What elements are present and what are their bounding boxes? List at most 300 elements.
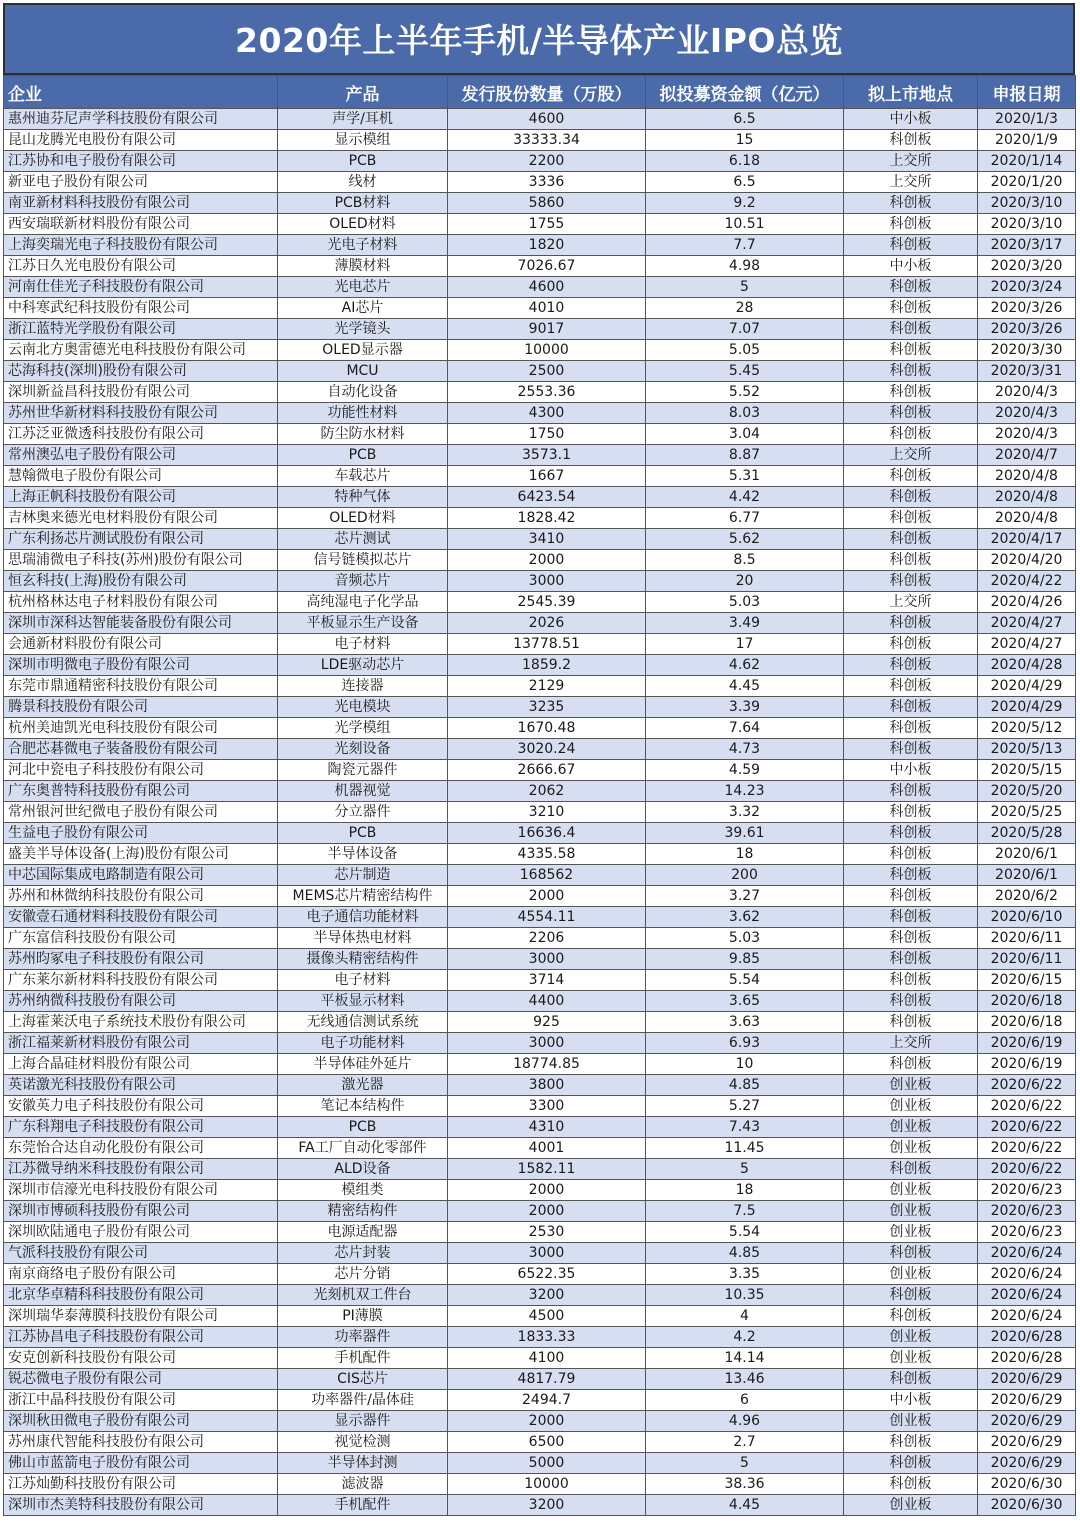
- funds-cell: 8.87: [646, 445, 844, 466]
- table-row: [4, 655, 1076, 676]
- shares-cell: 2000: [448, 550, 646, 571]
- product-cell: LDE驱动芯片: [278, 655, 448, 676]
- shares-cell: 3573.1: [448, 445, 646, 466]
- product-cell: 电子材料: [278, 970, 448, 991]
- board-cell: 创业板: [844, 1495, 978, 1516]
- table-row: [4, 550, 1076, 571]
- table-row: [4, 235, 1076, 256]
- date-cell: 2020/5/15: [978, 760, 1076, 781]
- product-cell: 摄像头精密结构件: [278, 949, 448, 970]
- funds-cell: 15: [646, 130, 844, 151]
- company-cell: 常州澳弘电子股份有限公司: [4, 445, 278, 466]
- product-cell: 半导体热电材料: [278, 928, 448, 949]
- table-row: [4, 760, 1076, 781]
- date-cell: 2020/4/28: [978, 655, 1076, 676]
- table-row: [4, 172, 1076, 193]
- table-row: [4, 319, 1076, 340]
- shares-cell: 6500: [448, 1432, 646, 1453]
- table-row: [4, 277, 1076, 298]
- board-cell: 科创板: [844, 1474, 978, 1495]
- shares-cell: 2494.7: [448, 1390, 646, 1411]
- table-row: [4, 424, 1076, 445]
- shares-cell: 2000: [448, 1180, 646, 1201]
- board-cell: 科创板: [844, 991, 978, 1012]
- company-cell: 深圳新益昌科技股份有限公司: [4, 382, 278, 403]
- funds-cell: 17: [646, 634, 844, 655]
- shares-cell: 3000: [448, 571, 646, 592]
- shares-cell: 6423.54: [448, 487, 646, 508]
- table-row: [4, 907, 1076, 928]
- board-cell: 科创板: [844, 739, 978, 760]
- date-cell: 2020/6/2: [978, 886, 1076, 907]
- table-row: [4, 1054, 1076, 1075]
- table-row: [4, 571, 1076, 592]
- board-cell: 科创板: [844, 970, 978, 991]
- company-cell: 恒玄科技(上海)股份有限公司: [4, 571, 278, 592]
- company-cell: 广东奥普特科技股份有限公司: [4, 781, 278, 802]
- funds-cell: 6.5: [646, 109, 844, 130]
- product-cell: 芯片制造: [278, 865, 448, 886]
- company-cell: 河南仕佳光子科技股份有限公司: [4, 277, 278, 298]
- funds-cell: 5: [646, 1453, 844, 1474]
- shares-cell: 2026: [448, 613, 646, 634]
- table-row: [4, 949, 1076, 970]
- table-row: [4, 466, 1076, 487]
- shares-cell: 3210: [448, 802, 646, 823]
- company-cell: 佛山市蓝箭电子股份有限公司: [4, 1453, 278, 1474]
- page-title: 2020年上半年手机/半导体产业IPO总览: [3, 3, 1075, 75]
- funds-cell: 5.62: [646, 529, 844, 550]
- shares-cell: 10000: [448, 340, 646, 361]
- company-cell: 新亚电子股份有限公司: [4, 172, 278, 193]
- product-cell: PCB材料: [278, 193, 448, 214]
- shares-cell: 1670.48: [448, 718, 646, 739]
- table-row: [4, 613, 1076, 634]
- funds-cell: 2.7: [646, 1432, 844, 1453]
- table-row: [4, 1474, 1076, 1495]
- board-cell: 上交所: [844, 172, 978, 193]
- shares-cell: 4600: [448, 109, 646, 130]
- table-row: [4, 1495, 1076, 1516]
- funds-cell: 8.5: [646, 550, 844, 571]
- funds-cell: 3.27: [646, 886, 844, 907]
- company-cell: 广东利扬芯片测试股份有限公司: [4, 529, 278, 550]
- product-cell: PCB: [278, 151, 448, 172]
- funds-cell: 28: [646, 298, 844, 319]
- date-cell: 2020/5/25: [978, 802, 1076, 823]
- board-cell: 上交所: [844, 151, 978, 172]
- shares-cell: 4335.58: [448, 844, 646, 865]
- shares-cell: 4310: [448, 1117, 646, 1138]
- date-cell: 2020/5/12: [978, 718, 1076, 739]
- product-cell: 模组类: [278, 1180, 448, 1201]
- table-row: [4, 1117, 1076, 1138]
- date-cell: 2020/6/24: [978, 1264, 1076, 1285]
- board-cell: 上交所: [844, 1033, 978, 1054]
- company-cell: 浙江蓝特光学股份有限公司: [4, 319, 278, 340]
- board-cell: 创业板: [844, 1138, 978, 1159]
- date-cell: 2020/6/1: [978, 865, 1076, 886]
- product-cell: MEMS芯片精密结构件: [278, 886, 448, 907]
- shares-cell: 5000: [448, 1453, 646, 1474]
- product-cell: 特种气体: [278, 487, 448, 508]
- company-cell: 广东莱尔新材料科技股份有限公司: [4, 970, 278, 991]
- funds-cell: 4.96: [646, 1411, 844, 1432]
- board-cell: 上交所: [844, 445, 978, 466]
- funds-cell: 7.43: [646, 1117, 844, 1138]
- funds-cell: 38.36: [646, 1474, 844, 1495]
- product-cell: MCU: [278, 361, 448, 382]
- shares-cell: 7026.67: [448, 256, 646, 277]
- board-cell: 科创板: [844, 1432, 978, 1453]
- company-cell: 常州银河世纪微电子股份有限公司: [4, 802, 278, 823]
- table-row: [4, 487, 1076, 508]
- product-cell: 光电模块: [278, 697, 448, 718]
- product-cell: 半导体设备: [278, 844, 448, 865]
- board-cell: 科创板: [844, 823, 978, 844]
- company-cell: 上海正帆科技股份有限公司: [4, 487, 278, 508]
- shares-cell: 4400: [448, 991, 646, 1012]
- funds-cell: 18: [646, 1180, 844, 1201]
- company-cell: 西安瑞联新材料股份有限公司: [4, 214, 278, 235]
- shares-cell: 2530: [448, 1222, 646, 1243]
- product-cell: 精密结构件: [278, 1201, 448, 1222]
- product-cell: 光学镜头: [278, 319, 448, 340]
- funds-cell: 6.18: [646, 151, 844, 172]
- shares-cell: 9017: [448, 319, 646, 340]
- product-cell: 芯片分销: [278, 1264, 448, 1285]
- table-row: [4, 214, 1076, 235]
- shares-cell: 3235: [448, 697, 646, 718]
- board-cell: 科创板: [844, 193, 978, 214]
- company-cell: 深圳市杰美特科技股份有限公司: [4, 1495, 278, 1516]
- product-cell: 薄膜材料: [278, 256, 448, 277]
- table-row: [4, 1075, 1076, 1096]
- product-cell: CIS芯片: [278, 1369, 448, 1390]
- product-cell: ALD设备: [278, 1159, 448, 1180]
- board-cell: 科创板: [844, 781, 978, 802]
- product-cell: 笔记本结构件: [278, 1096, 448, 1117]
- table-row: [4, 1222, 1076, 1243]
- table-row: [4, 1390, 1076, 1411]
- date-cell: 2020/5/28: [978, 823, 1076, 844]
- company-cell: 慧翰微电子股份有限公司: [4, 466, 278, 487]
- shares-cell: 4010: [448, 298, 646, 319]
- funds-cell: 10.51: [646, 214, 844, 235]
- table-row: [4, 1306, 1076, 1327]
- funds-cell: 3.32: [646, 802, 844, 823]
- date-cell: 2020/1/9: [978, 130, 1076, 151]
- table-row: [4, 382, 1076, 403]
- board-cell: 科创板: [844, 508, 978, 529]
- board-cell: 科创板: [844, 277, 978, 298]
- shares-cell: 2000: [448, 886, 646, 907]
- company-cell: 气派科技股份有限公司: [4, 1243, 278, 1264]
- company-cell: 广东科翔电子科技股份有限公司: [4, 1117, 278, 1138]
- table-row: [4, 865, 1076, 886]
- product-cell: 防尘防水材料: [278, 424, 448, 445]
- product-cell: 手机配件: [278, 1495, 448, 1516]
- shares-cell: 2553.36: [448, 382, 646, 403]
- table-row: [4, 1159, 1076, 1180]
- shares-cell: 4554.11: [448, 907, 646, 928]
- funds-cell: 3.39: [646, 697, 844, 718]
- funds-cell: 4.85: [646, 1075, 844, 1096]
- date-cell: 2020/6/19: [978, 1033, 1076, 1054]
- table-row: [4, 1285, 1076, 1306]
- shares-cell: 3200: [448, 1495, 646, 1516]
- funds-cell: 7.64: [646, 718, 844, 739]
- date-cell: 2020/6/30: [978, 1474, 1076, 1495]
- company-cell: 上海合晶硅材料股份有限公司: [4, 1054, 278, 1075]
- table-row: [4, 1243, 1076, 1264]
- date-cell: 2020/4/3: [978, 403, 1076, 424]
- date-cell: 2020/4/8: [978, 487, 1076, 508]
- product-cell: 机器视觉: [278, 781, 448, 802]
- company-cell: 苏州昀冢电子科技股份有限公司: [4, 949, 278, 970]
- table-row: [4, 739, 1076, 760]
- board-cell: 科创板: [844, 886, 978, 907]
- company-cell: 深圳市深科达智能装备股份有限公司: [4, 613, 278, 634]
- funds-cell: 4.98: [646, 256, 844, 277]
- company-cell: 浙江中晶科技股份有限公司: [4, 1390, 278, 1411]
- product-cell: 光电芯片: [278, 277, 448, 298]
- header-board: 拟上市地点: [844, 76, 978, 109]
- date-cell: 2020/6/23: [978, 1201, 1076, 1222]
- board-cell: 科创板: [844, 928, 978, 949]
- table-row: [4, 1012, 1076, 1033]
- board-cell: 科创板: [844, 844, 978, 865]
- shares-cell: 3200: [448, 1285, 646, 1306]
- company-cell: 思瑞浦微电子科技(苏州)股份有限公司: [4, 550, 278, 571]
- company-cell: 深圳市信濠光电科技股份有限公司: [4, 1180, 278, 1201]
- table-row: [4, 1033, 1076, 1054]
- product-cell: PCB: [278, 823, 448, 844]
- board-cell: 科创板: [844, 1306, 978, 1327]
- table-row: [4, 193, 1076, 214]
- header-company: 企业: [4, 76, 278, 109]
- date-cell: 2020/3/31: [978, 361, 1076, 382]
- funds-cell: 13.46: [646, 1369, 844, 1390]
- company-cell: 苏州世华新材料科技股份有限公司: [4, 403, 278, 424]
- shares-cell: 2500: [448, 361, 646, 382]
- date-cell: 2020/3/10: [978, 193, 1076, 214]
- shares-cell: 2545.39: [448, 592, 646, 613]
- funds-cell: 39.61: [646, 823, 844, 844]
- ipo-sheet: [3, 3, 1075, 1523]
- funds-cell: 4.2: [646, 1327, 844, 1348]
- table-row: [4, 718, 1076, 739]
- date-cell: 2020/6/22: [978, 1138, 1076, 1159]
- board-cell: 科创板: [844, 382, 978, 403]
- product-cell: 信号链模拟芯片: [278, 550, 448, 571]
- table-row: [4, 928, 1076, 949]
- table-row: [4, 361, 1076, 382]
- funds-cell: 9.85: [646, 949, 844, 970]
- company-cell: 北京华卓精科科技股份有限公司: [4, 1285, 278, 1306]
- company-cell: 昆山龙腾光电股份有限公司: [4, 130, 278, 151]
- funds-cell: 5.54: [646, 970, 844, 991]
- product-cell: 半导体封测: [278, 1453, 448, 1474]
- date-cell: 2020/6/30: [978, 1495, 1076, 1516]
- board-cell: 科创板: [844, 466, 978, 487]
- funds-cell: 9.2: [646, 193, 844, 214]
- company-cell: 芯海科技(深圳)股份有限公司: [4, 361, 278, 382]
- product-cell: 显示模组: [278, 130, 448, 151]
- table-row: [4, 529, 1076, 550]
- date-cell: 2020/6/11: [978, 949, 1076, 970]
- product-cell: FA工厂自动化零部件: [278, 1138, 448, 1159]
- board-cell: 创业板: [844, 1117, 978, 1138]
- product-cell: 视觉检测: [278, 1432, 448, 1453]
- funds-cell: 8.03: [646, 403, 844, 424]
- board-cell: 科创板: [844, 550, 978, 571]
- shares-cell: 2129: [448, 676, 646, 697]
- date-cell: 2020/4/17: [978, 529, 1076, 550]
- funds-cell: 4.73: [646, 739, 844, 760]
- funds-cell: 7.07: [646, 319, 844, 340]
- date-cell: 2020/3/26: [978, 298, 1076, 319]
- board-cell: 创业板: [844, 1096, 978, 1117]
- product-cell: 功率器件: [278, 1327, 448, 1348]
- company-cell: 河北中瓷电子科技股份有限公司: [4, 760, 278, 781]
- shares-cell: 16636.4: [448, 823, 646, 844]
- shares-cell: 3000: [448, 949, 646, 970]
- shares-cell: 3300: [448, 1096, 646, 1117]
- board-cell: 科创板: [844, 718, 978, 739]
- product-cell: OLED材料: [278, 214, 448, 235]
- funds-cell: 6.93: [646, 1033, 844, 1054]
- shares-cell: 168562: [448, 865, 646, 886]
- shares-cell: 1755: [448, 214, 646, 235]
- header-funds: 拟投募资金额（亿元）: [646, 76, 844, 109]
- board-cell: 上交所: [844, 592, 978, 613]
- company-cell: 惠州迪芬尼声学科技股份有限公司: [4, 109, 278, 130]
- funds-cell: 5.05: [646, 340, 844, 361]
- product-cell: 音频芯片: [278, 571, 448, 592]
- shares-cell: 3800: [448, 1075, 646, 1096]
- date-cell: 2020/6/19: [978, 1054, 1076, 1075]
- funds-cell: 5: [646, 1159, 844, 1180]
- product-cell: 平板显示生产设备: [278, 613, 448, 634]
- table-row: [4, 1432, 1076, 1453]
- shares-cell: 5860: [448, 193, 646, 214]
- company-cell: 苏州纳微科技股份有限公司: [4, 991, 278, 1012]
- funds-cell: 20: [646, 571, 844, 592]
- board-cell: 创业板: [844, 1264, 978, 1285]
- funds-cell: 5.52: [646, 382, 844, 403]
- product-cell: 平板显示材料: [278, 991, 448, 1012]
- product-cell: 陶瓷元器件: [278, 760, 448, 781]
- date-cell: 2020/6/29: [978, 1411, 1076, 1432]
- date-cell: 2020/4/3: [978, 382, 1076, 403]
- shares-cell: 2666.67: [448, 760, 646, 781]
- funds-cell: 4.59: [646, 760, 844, 781]
- funds-cell: 3.04: [646, 424, 844, 445]
- date-cell: 2020/1/3: [978, 109, 1076, 130]
- product-cell: 功能性材料: [278, 403, 448, 424]
- funds-cell: 11.45: [646, 1138, 844, 1159]
- shares-cell: 18774.85: [448, 1054, 646, 1075]
- board-cell: 创业板: [844, 1411, 978, 1432]
- company-cell: 江苏协和电子股份有限公司: [4, 151, 278, 172]
- table-row: [4, 256, 1076, 277]
- board-cell: 科创板: [844, 676, 978, 697]
- table-row: [4, 1180, 1076, 1201]
- funds-cell: 4.85: [646, 1243, 844, 1264]
- funds-cell: 5.27: [646, 1096, 844, 1117]
- shares-cell: 1667: [448, 466, 646, 487]
- shares-cell: 4100: [448, 1348, 646, 1369]
- board-cell: 创业板: [844, 1222, 978, 1243]
- date-cell: 2020/3/30: [978, 340, 1076, 361]
- product-cell: 显示器件: [278, 1411, 448, 1432]
- table-row: [4, 1453, 1076, 1474]
- shares-cell: 2062: [448, 781, 646, 802]
- shares-cell: 4600: [448, 277, 646, 298]
- date-cell: 2020/4/8: [978, 466, 1076, 487]
- company-cell: 英诺激光科技股份有限公司: [4, 1075, 278, 1096]
- date-cell: 2020/6/23: [978, 1222, 1076, 1243]
- company-cell: 江苏日久光电股份有限公司: [4, 256, 278, 277]
- shares-cell: 1859.2: [448, 655, 646, 676]
- product-cell: 车载芯片: [278, 466, 448, 487]
- date-cell: 2020/4/7: [978, 445, 1076, 466]
- product-cell: 自动化设备: [278, 382, 448, 403]
- date-cell: 2020/4/20: [978, 550, 1076, 571]
- funds-cell: 4.45: [646, 676, 844, 697]
- funds-cell: 18: [646, 844, 844, 865]
- date-cell: 2020/4/8: [978, 508, 1076, 529]
- product-cell: 光学模组: [278, 718, 448, 739]
- shares-cell: 2206: [448, 928, 646, 949]
- board-cell: 科创板: [844, 298, 978, 319]
- funds-cell: 3.63: [646, 1012, 844, 1033]
- shares-cell: 3336: [448, 172, 646, 193]
- date-cell: 2020/6/28: [978, 1348, 1076, 1369]
- company-cell: 生益电子股份有限公司: [4, 823, 278, 844]
- board-cell: 中小板: [844, 256, 978, 277]
- table-row: [4, 1201, 1076, 1222]
- company-cell: 江苏协昌电子科技股份有限公司: [4, 1327, 278, 1348]
- product-cell: 芯片封装: [278, 1243, 448, 1264]
- funds-cell: 4.45: [646, 1495, 844, 1516]
- date-cell: 2020/6/29: [978, 1369, 1076, 1390]
- shares-cell: 2200: [448, 151, 646, 172]
- company-cell: 云南北方奥雷德光电科技股份有限公司: [4, 340, 278, 361]
- shares-cell: 13778.51: [448, 634, 646, 655]
- board-cell: 创业板: [844, 1348, 978, 1369]
- table-row: [4, 340, 1076, 361]
- date-cell: 2020/3/17: [978, 235, 1076, 256]
- board-cell: 科创板: [844, 319, 978, 340]
- shares-cell: 4500: [448, 1306, 646, 1327]
- product-cell: PCB: [278, 445, 448, 466]
- board-cell: 科创板: [844, 571, 978, 592]
- funds-cell: 5.03: [646, 592, 844, 613]
- table-row: [4, 1096, 1076, 1117]
- board-cell: 科创板: [844, 907, 978, 928]
- date-cell: 2020/6/18: [978, 1012, 1076, 1033]
- shares-cell: 2000: [448, 1411, 646, 1432]
- date-cell: 2020/6/24: [978, 1243, 1076, 1264]
- product-cell: OLED显示器: [278, 340, 448, 361]
- table-row: [4, 676, 1076, 697]
- company-cell: 东莞市鼎通精密科技股份有限公司: [4, 676, 278, 697]
- board-cell: 科创板: [844, 361, 978, 382]
- product-cell: 芯片测试: [278, 529, 448, 550]
- date-cell: 2020/3/26: [978, 319, 1076, 340]
